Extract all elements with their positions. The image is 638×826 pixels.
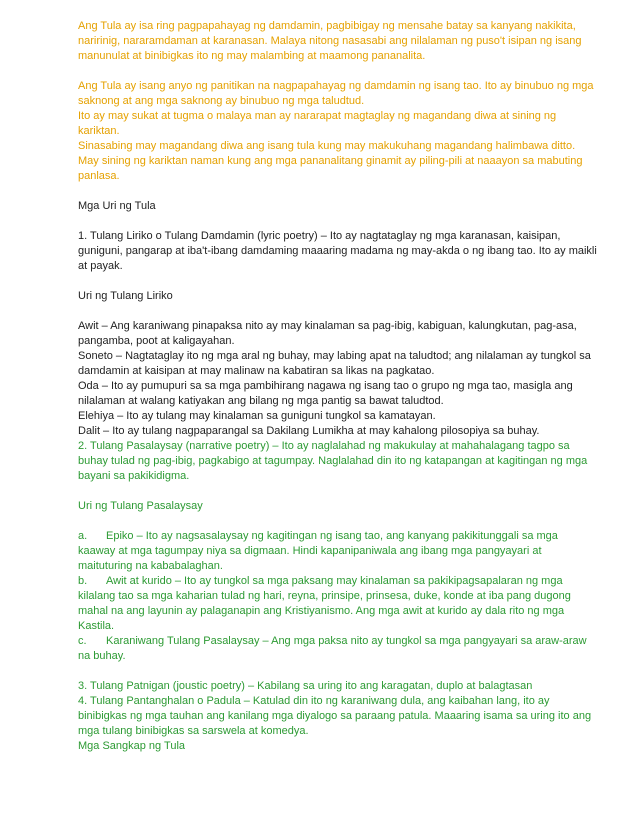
narrative-poetry-item: 2. Tulang Pasalaysay (narrative poetry) – Ito ay naglalahad ng makukulay at mahahalagang tagpo sa buhay tulad ng pag-ibig, pagkabigo at tagumpay. Naglalahad din ito ng katapangan at kagitingan ng mga bayani sa pakikidigma.: [78, 440, 588, 482]
elehiya-definition: Elehiya – Ito ay tulang may kinalaman sa guniguni tungkol sa kamatayan.: [78, 410, 436, 422]
intro-paragraph-1: Ang Tula ay isa ring pagpapahayag ng damdamin, pagbibigay ng mensahe batay sa kanyang nakikita, naririnig, nararamdaman at karanasan. Malaya nitong nasasabi ang nilalaman ng puso't isipan ng isang manunulat at binibigkas ito ng may malambing at maamong pananalita.: [78, 20, 582, 62]
narrative-item-a: [78, 529, 598, 574]
pantanghalan-item: 4. Tulang Pantanghalan o Padula – Katulad din ito ng karaniwang dula, ang kaibahan lang, ito ay binibigkas ng mga tauhan ang kanilang mga diyalogo sa paraang patula. Maaaring isama sa uring ito ang mga tulang binibigkas sa sarswela at komedya.: [78, 695, 592, 737]
awit-definition: Awit – Ang karaniwang pinapaksa nito ay may kinalaman sa pag-ibig, kabiguan, kalungkutan, pag-asa, pangamba, poot at kaligayahan.: [78, 320, 577, 347]
list-marker: c.: [78, 635, 87, 647]
lyric-subheading: Uri ng Tulang Liriko: [78, 290, 173, 302]
oda-definition: Oda – Ito ay pumupuri sa sa mga pambihirang nagawa ng isang tao o grupo ng mga tao, masigla ang nilalaman at walang katiyakan ang bilang ng mga pantig sa bawat taludtod.: [78, 380, 573, 407]
intro-paragraph-2: Ang Tula ay isang anyo ng panitikan na nagpapahayag ng damdamin ng isang tao. Ito ay binubuo ng mga saknong at ang mga saknong ay binubuo ng mga taludtud.: [78, 80, 594, 107]
dalit-definition: Dalit – Ito ay tulang nagpaparangal sa Dakilang Lumikha at may kahalong pilosopiya sa buhay.: [78, 425, 540, 437]
awit-kurido-definition: Awit at kurido – Ito ay tungkol sa mga paksang may kinalaman sa pakikipagsapalaran ng mga kilalang tao sa mga kaharian tulad ng hari, reyna, prinsipe, prinsesa, duke, konde at iba pang dugong mahal na ang layunin ay palaganapin ang Kristiyanismo. Ang mga awit at kurido ay dala rito ng mga Kastila.: [78, 575, 571, 632]
intro-paragraph-3: Ito ay may sukat at tugma o malaya man ay nararapat magtaglay ng magandang diwa at sining ng kariktan.: [78, 110, 557, 137]
epiko-definition: Epiko – Ito ay nagsasalaysay ng kagitingan ng isang tao, ang kanyang pakikitunggali sa mga kaaway at mga tagumpay niya sa digmaan. Hindi kapanipaniwala ang ibang mga pangyayari at maituturing na kababalaghan.: [78, 530, 558, 572]
intro-paragraph-4: Sinasabing may magandang diwa ang isang tula kung may makukuhang magandang halimbawa ditto. May sining ng kariktan naman kung ang mga pananalitang ginamit ay piling-pili at naaayon sa mabuting panlasa.: [78, 140, 583, 182]
closing-heading: Mga Sangkap ng Tula: [78, 740, 186, 752]
narrative-item-c: [78, 634, 598, 664]
section-title: Mga Uri ng Tula: [78, 200, 156, 212]
patnigan-item: 3. Tulang Patnigan (joustic poetry) – Kabilang sa uring ito ang karagatan, duplo at balagtasan: [78, 680, 533, 692]
karaniwang-pasalaysay-definition: Karaniwang Tulang Pasalaysay – Ang mga paksa nito ay tungkol sa mga pangyayari sa araw-araw na buhay.: [78, 635, 587, 662]
narrative-item-b: [78, 574, 598, 634]
lyric-poetry-item: 1. Tulang Liriko o Tulang Damdamin (lyric poetry) – Ito ay nagtataglay ng mga karanasan, kaisipan, guniguni, pangarap at iba't-ibang damdaming maaaring madama ng may-akda o ng ibang tao. Ito ay maikli at payak.: [78, 230, 597, 272]
soneto-definition: Soneto – Nagtataglay ito ng mga aral ng buhay, may labing apat na taludtod; ang nilalaman ay tungkol sa damdamin at kaisipan at may malinaw na kabatiran sa likas na pagkatao.: [78, 350, 591, 377]
list-marker: a.: [78, 530, 88, 542]
list-marker: b.: [78, 575, 88, 587]
narrative-subheading: Uri ng Tulang Pasalaysay: [78, 500, 203, 512]
